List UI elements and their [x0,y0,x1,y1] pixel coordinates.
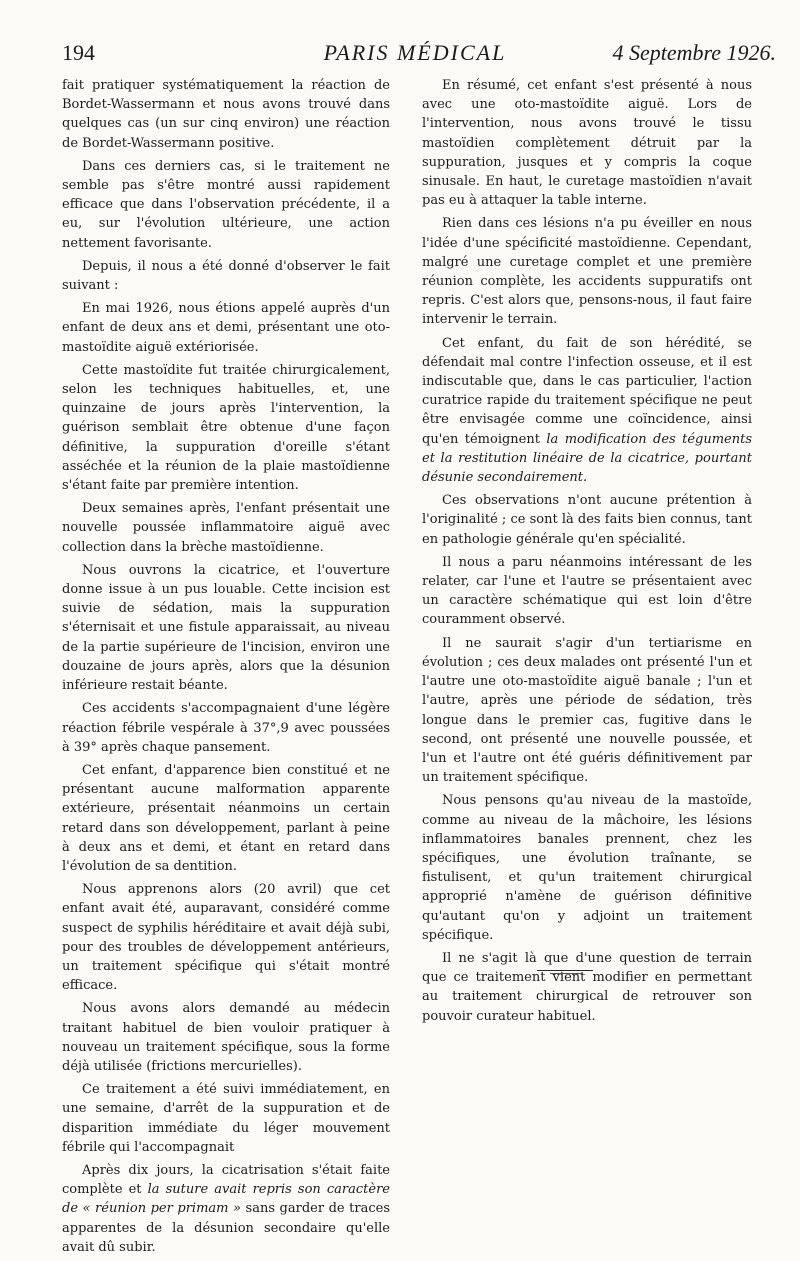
paragraph: Ce traitement a été suivi immédiatement, en une semaine, d'arrêt de la suppuration et de disparition immédiate du léger mouvement fébrile qui l'accompagnait [62,1082,390,1155]
paragraph [422,334,752,488]
text-run: Cet enfant, du fait de son hérédité, se défendait mal contre l'infection osseuse, et il est indiscutable que, dans le cas particulier, l'action curatrice rapide du traitement spécifique ne peut être envisagée comme une coïncidence, ainsi qu'en témoignent [422,335,752,447]
italic-text-run: la suture avait repris son caractère de « réunion per primam » [62,1182,390,1217]
end-of-article-rule-accent [550,973,582,974]
issue-date: 4 Septembre 1926. [612,40,776,65]
right-column [422,76,752,1030]
text-run: sans garder de traces apparentes de la désunion secondaire qu'elle avait dû subir. [62,1201,390,1255]
end-of-article-rule [537,970,593,971]
paragraph: Ces observations n'ont aucune prétention à l'originalité ; ce sont là des faits bien connus, tant en pathologie générale qu'en spécialité. [422,493,752,547]
running-header [54,40,776,70]
paragraph: En mai 1926, nous étions appelé auprès d'un enfant de deux ans et demi, présentant une oto-mastoïdite aiguë extériorisée. [62,301,390,355]
paragraph: Nous avons alors demandé au médecin traitant habituel de bien vouloir pratiquer à nouveau un traitement spécifique, sous la forme déjà utilisée (frictions mercurielles). [62,1001,390,1074]
paragraph: Nous pensons qu'au niveau de la mastoïde, comme au niveau de la mâchoire, les lésions inflammatoires banales prennent, chez les spécifiques, une évolution traînante, se fistulisent, et qu'un traitement chirurgical approprié n'amène de guérison définitive qu'autant qu'on y adjoint un traitement spécifique. [422,793,752,943]
page-number: 194 [62,40,95,65]
italic-text-run: la modification des téguments et la restitution linéaire de la cicatrice, pourtant désunie secondairement. [422,431,753,486]
journal-title: PARIS MÉDICAL [323,40,507,65]
paragraph: fait pratiquer systématiquement la réaction de Bordet-Wassermann et nous avons trouvé dans quelques cas (un sur cinq environ) une réaction de Bordet-Wassermann positive. [62,78,390,151]
paragraph: Ces accidents s'accompagnaient d'une légère réaction fébrile vespérale à 37°,9 avec poussées à 39° après chaque pansement. [62,701,390,755]
paragraph: Deux semaines après, l'enfant présentait une nouvelle poussée inflammatoire aiguë avec collection dans la brèche mastoïdienne. [62,501,390,555]
paragraph: En résumé, cet enfant s'est présenté à nous avec une oto-mastoïdite aiguë. Lors de l'intervention, nous avons trouvé le tissu mastoïdien complètement détruit par la suppuration, jusques et y compris la coque sinusale. En haut, le curetage mastoïdien n'avait pas eu à attaquer la table interne. [422,78,752,209]
paragraph: Cette mastoïdite fut traitée chirurgicalement, selon les techniques habituelles, et, une quinzaine de jours après l'intervention, la guérison semblait être obtenue d'une façon définitive, la suppuration d'oreille s'étant asséchée et la réunion de la plaie mastoïdienne s'étant faite par première intention. [62,362,390,494]
paragraph [62,1161,390,1257]
paragraph: Il ne s'agit là que d'une question de terrain que ce traitement vient modifier en permettant au traitement chirurgical de retrouver son pouvoir curateur habituel. [422,950,752,1024]
paragraph: Cet enfant, d'apparence bien constitué et ne présentant aucune malformation apparente extérieure, présentait néanmoins un certain retard dans son développement, parlant à peine à deux ans et demi, et étant en retard dans l'évolution de sa dentition. [62,762,390,874]
paragraph: Nous ouvrons la cicatrice, et l'ouverture donne issue à un pus louable. Cette incision est suivie de sédation, mais la suppuration s'éternisait et une fistule apparaissait, au niveau de la partie supérieure de l'incision, environ une douzaine de jours après, alors que la désunion inférieure restait béante. [62,562,390,694]
paragraph: Nous apprenons alors (20 avril) que cet enfant avait été, auparavant, considéré comme suspect de syphilis héréditaire et avait déjà subi, pour des troubles de développement antérieurs, un traitement spécifique qui s'était montré efficace. [62,882,390,994]
paragraph: Il ne saurait s'agir d'un tertiarisme en évolution ; ces deux malades ont présenté l'un et l'autre une oto-mastoïdite aiguë banale ; l'un et l'autre, après une période de sédation, très longue dans le premier cas, fugitive dans le second, ont présenté une nouvelle poussée, et l'un et l'autre ont été guéris définitivement par un traitement spécifique. [422,635,752,786]
paragraph: Depuis, il nous a été donné d'observer le fait suivant : [62,258,390,294]
paragraph: Dans ces derniers cas, si le traitement ne semble pas s'être montré aussi rapidement efficace que dans l'observation précédente, il a eu, sur l'évolution ultérieure, une action nettement favorisante. [62,158,390,251]
left-column [62,76,390,1261]
paragraph: Il nous a paru néanmoins intéressant de les relater, car l'une et l'autre se présentaient avec un caractère schématique qui est loin d'être couramment observé. [422,554,752,628]
text-run: Après dix jours, la cicatrisation s'était faite complète et [62,1162,390,1198]
paragraph: Rien dans ces lésions n'a pu éveiller en nous l'idée d'une spécificité mastoïdienne. Cependant, malgré une curetage complet et une première réunion complète, les accidents suppuratifs ont repris. C'est alors que, pensons-nous, il faut faire intervenir le terrain. [422,216,752,328]
